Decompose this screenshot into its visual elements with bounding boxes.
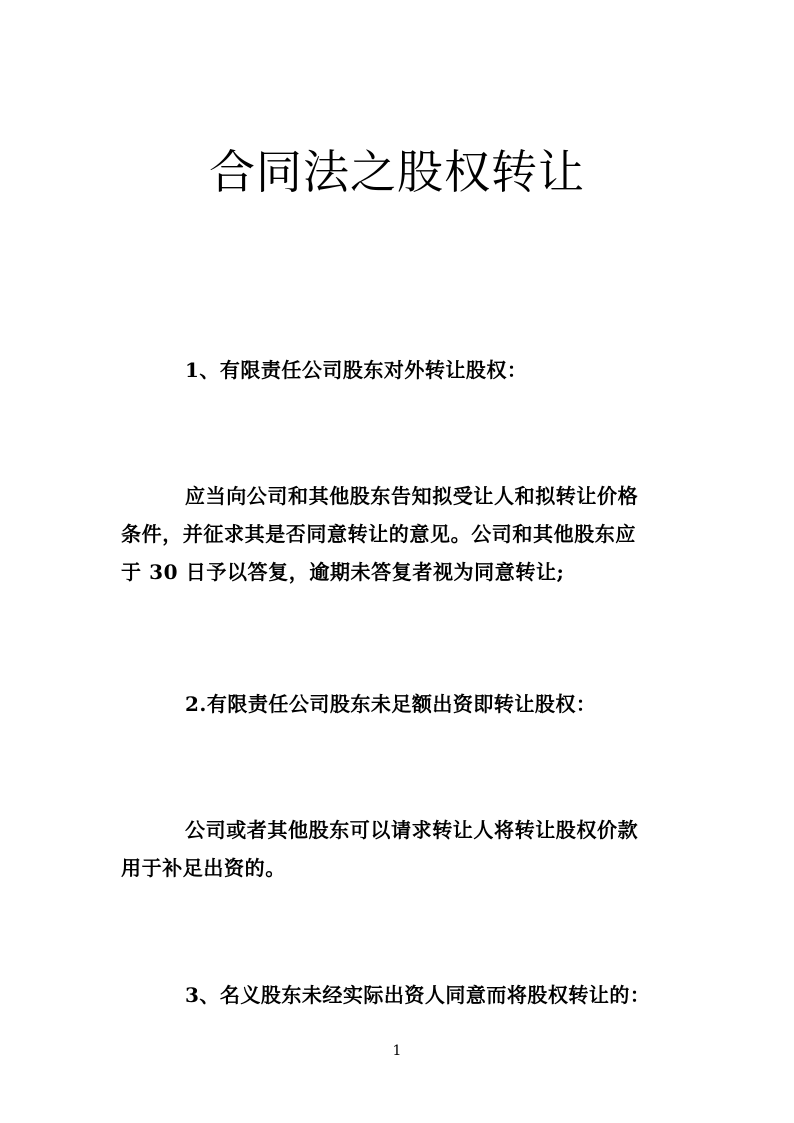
- page-number: 1: [392, 1043, 402, 1059]
- section-1-paragraph: [121, 477, 661, 591]
- section-3-heading: 3、名义股东未经实际出资人同意而将股权转让的：: [185, 983, 651, 1007]
- section-2-paragraph: [121, 811, 661, 887]
- section-1-heading: 1、有限责任公司股东对外转让股权：: [185, 358, 528, 382]
- paragraph-line: 条件，并征求其是否同意转让的意见。公司和其他股东应: [121, 522, 636, 546]
- document-title: 合同法之股权转让: [209, 145, 585, 199]
- paragraph-line: 用于补足出资的。: [121, 856, 286, 880]
- paragraph-line: 公司或者其他股东可以请求转让人将转让股权价款: [185, 818, 639, 842]
- paragraph-line: 于 30 日予以答复，逾期未答复者视为同意转让;: [121, 560, 565, 584]
- section-2-heading: 2.有限责任公司股东未足额出资即转让股权：: [185, 692, 597, 716]
- paragraph-line: 应当向公司和其他股东告知拟受让人和拟转让价格: [185, 484, 639, 508]
